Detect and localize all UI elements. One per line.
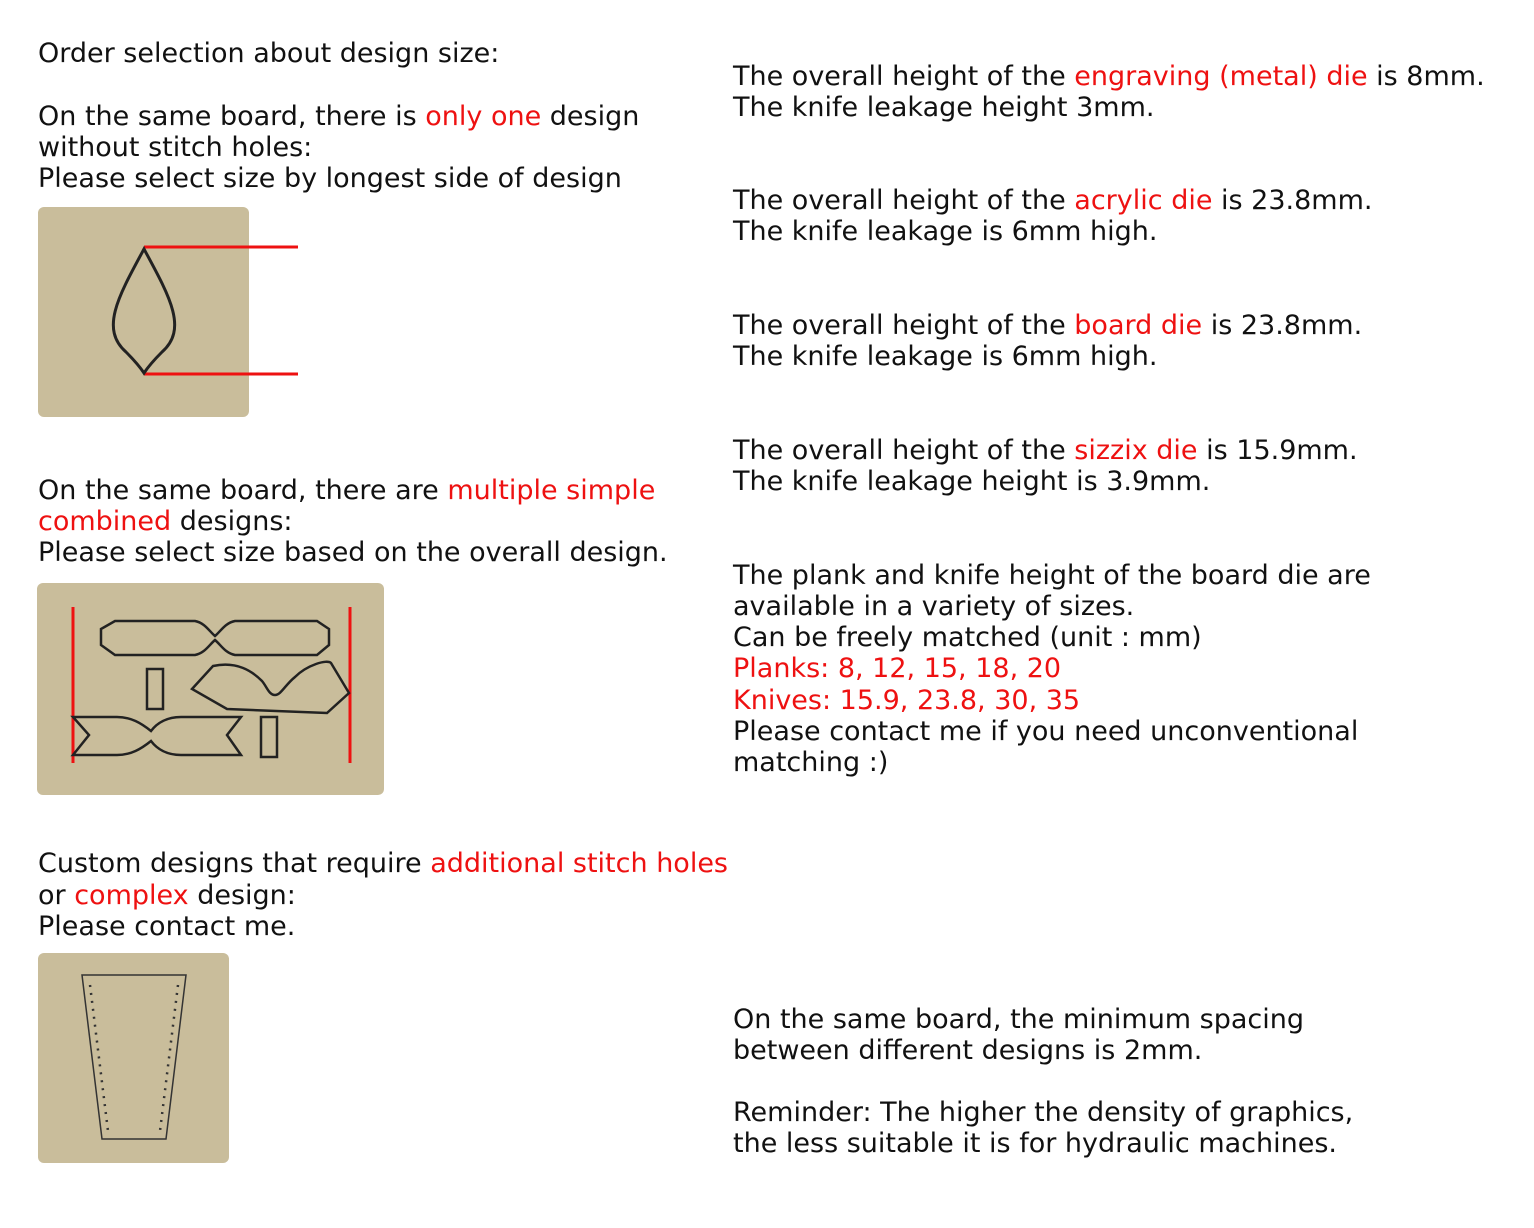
custom-design-board (38, 953, 229, 1163)
board-die-line1 (733, 310, 1362, 341)
acrylic-die-value: is 23.8mm. (1212, 185, 1373, 216)
engraving-die-highlight: engraving (metal) die (1074, 61, 1368, 92)
section2-line1 (38, 475, 655, 506)
section3-line3: Please contact me. (38, 911, 296, 942)
section1-highlight: only one (425, 101, 542, 132)
board-options-line3: Can be freely matched (unit : mm) (733, 622, 1202, 653)
section1-line3: Please select size by longest side of design (38, 163, 622, 194)
reminder-line2: the less suitable it is for hydraulic machines. (733, 1128, 1337, 1159)
acrylic-die-highlight: acrylic die (1074, 185, 1213, 216)
spacing-line1: On the same board, the minimum spacing (733, 1004, 1305, 1035)
acrylic-die-line2: The knife leakage is 6mm high. (733, 216, 1158, 247)
single-design-board (38, 207, 249, 417)
long-bow-outline (101, 621, 329, 655)
tapered-outline (82, 975, 186, 1139)
board-die-line2: The knife leakage is 6mm high. (733, 341, 1158, 372)
section2-text: On the same board, there are (38, 475, 448, 506)
small-bow-outline (192, 662, 349, 713)
section3-text-2: or (38, 880, 75, 911)
acrylic-die-line1 (733, 185, 1373, 216)
engraving-die-line1 (733, 61, 1485, 92)
reminder-line1: Reminder: The higher the density of graphics, (733, 1097, 1354, 1128)
board-die-value: is 23.8mm. (1202, 310, 1363, 341)
strap-outline-1 (147, 669, 163, 709)
board-options-line6: Please contact me if you need unconventional (733, 716, 1359, 747)
section3-line1 (38, 848, 728, 879)
section3-highlight-2: complex (74, 880, 189, 911)
bow-set-icon (37, 583, 384, 795)
leaf-outline (113, 249, 174, 373)
multi-design-board (37, 583, 384, 795)
board-die-text: The overall height of the (733, 310, 1075, 341)
engraving-die-line2: The knife leakage height 3mm. (733, 92, 1155, 123)
section1-text-end: design (541, 101, 640, 132)
knives-list: Knives: 15.9, 23.8, 30, 35 (733, 685, 1081, 716)
sizzix-die-line2: The knife leakage height is 3.9mm. (733, 466, 1211, 497)
page-title: Order selection about design size: (38, 38, 500, 69)
bow-tail-outline (73, 717, 241, 755)
board-options-line2: available in a variety of sizes. (733, 591, 1135, 622)
section1-line2: without stitch holes: (38, 132, 313, 163)
section2-highlight: multiple simple (447, 475, 656, 506)
spacing-line2: between different designs is 2mm. (733, 1035, 1203, 1066)
planks-list: Planks: 8, 12, 15, 18, 20 (733, 653, 1062, 684)
section1-line1 (38, 101, 639, 132)
sizzix-die-text: The overall height of the (733, 435, 1075, 466)
engraving-die-value: is 8mm. (1367, 61, 1485, 92)
section3-highlight: additional stitch holes (430, 848, 728, 879)
section2-highlight-2: combined (38, 506, 172, 537)
board-options-line7: matching :) (733, 747, 889, 778)
leaf-shape-icon (38, 207, 249, 417)
sizzix-die-line1 (733, 435, 1358, 466)
board-die-highlight: board die (1074, 310, 1203, 341)
section2-text-2: designs: (171, 506, 293, 537)
section3-text-3: design: (188, 880, 296, 911)
section2-line3: Please select size based on the overall design. (38, 537, 668, 568)
sizzix-die-value: is 15.9mm. (1197, 435, 1358, 466)
section3-text: Custom designs that require (38, 848, 431, 879)
strap-outline-2 (261, 717, 277, 757)
section1-text: On the same board, there is (38, 101, 426, 132)
section3-line2 (38, 880, 296, 911)
stitched-tapered-icon (38, 953, 229, 1163)
section2-line2 (38, 506, 293, 537)
engraving-die-text: The overall height of the (733, 61, 1075, 92)
acrylic-die-text: The overall height of the (733, 185, 1075, 216)
sizzix-die-highlight: sizzix die (1074, 435, 1198, 466)
board-options-line1: The plank and knife height of the board die are (733, 560, 1371, 591)
